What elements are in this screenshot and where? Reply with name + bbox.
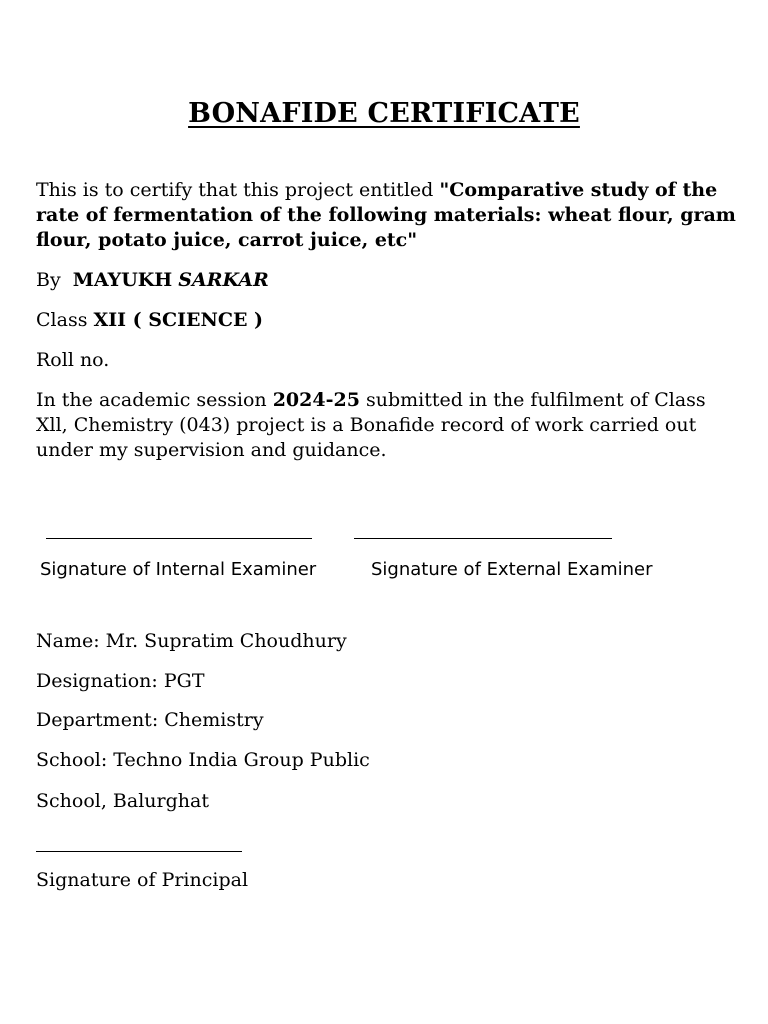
certification-statement: [36, 178, 736, 253]
external-signature-line: [354, 538, 612, 539]
by-label: By: [36, 269, 61, 291]
session-suffix: submitted in the fulfilment of Class Xll, Chemistry (043) project is a Bonafide record of work carried out under my supervision and guidance.: [36, 389, 706, 461]
certificate-title: BONAFIDE CERTIFICATE: [188, 98, 580, 129]
roll-number-line: Roll no.: [36, 349, 110, 371]
intro-text: This is to certify that this project entitled: [36, 179, 440, 201]
principal-signature-label: Signature of Principal: [36, 869, 249, 891]
session-statement: [36, 388, 736, 463]
class-label: Class: [36, 309, 88, 331]
supervisor-school-line2: School, Balurghat: [36, 790, 209, 812]
supervisor-name: Name: Mr. Supratim Choudhury: [36, 630, 347, 652]
internal-signature-line: [46, 538, 312, 539]
supervisor-school-line1: School: Techno India Group Public: [36, 749, 370, 771]
session-prefix: In the academic session: [36, 389, 273, 411]
class-line: [36, 308, 736, 333]
principal-signature-line: [36, 851, 242, 852]
student-first-name: MAYUKH: [72, 269, 173, 291]
student-last-name: SARKAR: [178, 269, 269, 291]
class-value: XII ( SCIENCE ): [93, 309, 264, 331]
project-title: "Comparative study of the rate of fermentation of the following materials: wheat flour, gram flour, potato juice, carrot juice, etc": [36, 179, 736, 251]
supervisor-department: Department: Chemistry: [36, 709, 264, 731]
session-value: 2024-25: [272, 389, 360, 411]
internal-examiner-label: Signature of Internal Examiner: [40, 559, 317, 580]
supervisor-designation: Designation: PGT: [36, 670, 205, 692]
student-line: [36, 268, 736, 293]
external-examiner-label: Signature of External Examiner: [371, 559, 653, 580]
